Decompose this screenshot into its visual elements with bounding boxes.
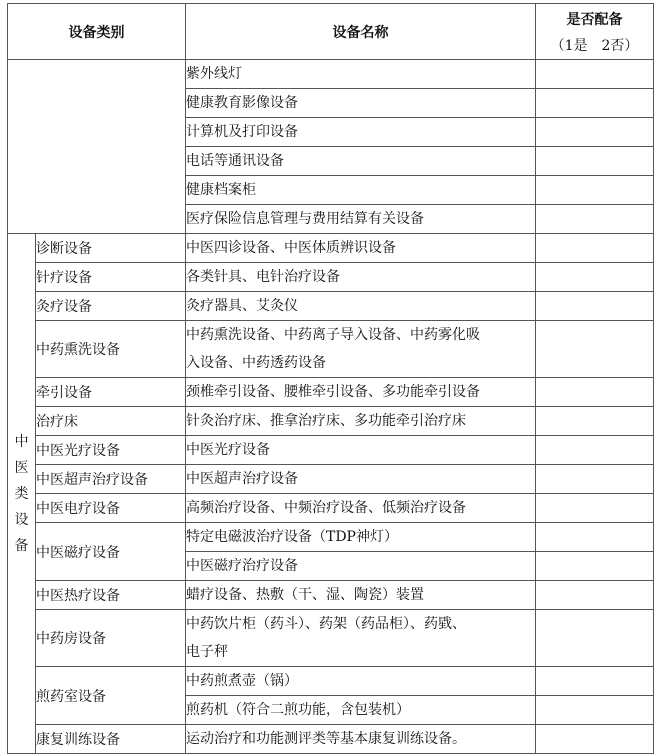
tcm-category-cell — [8, 234, 36, 754]
availability-cell[interactable] — [536, 523, 654, 552]
availability-cell[interactable] — [536, 552, 654, 581]
table-row — [8, 494, 654, 523]
table-row — [8, 523, 654, 552]
subcategory-electro: 中医电疗设备 — [36, 494, 186, 523]
equipment-name: 中医磁疗治疗设备 — [186, 552, 536, 581]
subcategory-light: 中医光疗设备 — [36, 436, 186, 465]
equipment-name: 计算机及打印设备 — [186, 118, 536, 147]
tcm-category-char: 医 — [14, 459, 29, 476]
equipment-name: 中医四诊设备、中医体质辨识设备 — [186, 234, 536, 263]
equipment-name-line: 中药熏洗设备、中药离子导入设备、中药雾化吸 — [186, 327, 480, 343]
equipment-table — [7, 3, 654, 754]
availability-cell[interactable] — [536, 407, 654, 436]
equipment-name: 特定电磁波治疗设备（TDP神灯） — [186, 523, 536, 552]
table-row — [8, 60, 654, 89]
equipment-name: 健康教育影像设备 — [186, 89, 536, 118]
availability-cell[interactable] — [536, 436, 654, 465]
tcm-category-char: 设 — [14, 511, 29, 528]
availability-cell[interactable] — [536, 234, 654, 263]
equipment-name-line: 中药饮片柜（药斗）、药架（药品柜）、药戥、 — [186, 616, 466, 632]
subcategory-acupuncture: 针疗设备 — [36, 263, 186, 292]
availability-cell[interactable] — [536, 205, 654, 234]
availability-cell[interactable] — [536, 176, 654, 205]
availability-cell[interactable] — [536, 89, 654, 118]
subcategory-decoction: 煎药室设备 — [36, 667, 186, 725]
availability-cell[interactable] — [536, 581, 654, 610]
table-row — [8, 725, 654, 754]
equipment-name-line: 电子秤 — [186, 644, 228, 660]
table-row — [8, 610, 654, 667]
tcm-category-char: 备 — [14, 537, 29, 554]
availability-cell[interactable] — [536, 118, 654, 147]
subcategory-rehab: 康复训练设备 — [36, 725, 186, 754]
tcm-category-char: 中 — [14, 433, 29, 450]
header-name: 设备名称 — [186, 4, 536, 60]
table-row — [8, 667, 654, 696]
availability-cell[interactable] — [536, 321, 654, 378]
table-row — [8, 378, 654, 407]
header-availability — [536, 4, 654, 60]
subcategory-fumigation: 中药熏洗设备 — [36, 321, 186, 378]
availability-cell[interactable] — [536, 147, 654, 176]
equipment-name: 中医光疗设备 — [186, 436, 536, 465]
header-availability-line1: 是否配备 — [566, 11, 623, 28]
general-category-cell — [8, 60, 186, 234]
equipment-name: 煎药机（符合二煎功能，含包装机） — [186, 696, 536, 725]
availability-cell[interactable] — [536, 725, 654, 754]
equipment-name: 灸疗器具、艾灸仪 — [186, 292, 536, 321]
equipment-name: 颈椎牵引设备、腰椎牵引设备、多功能牵引设备 — [186, 378, 536, 407]
equipment-name: 电话等通讯设备 — [186, 147, 536, 176]
availability-cell[interactable] — [536, 667, 654, 696]
header-availability-line2: （1是 2否） — [550, 37, 639, 54]
equipment-name: 医疗保险信息管理与费用结算有关设备 — [186, 205, 536, 234]
table-row — [8, 263, 654, 292]
availability-cell[interactable] — [536, 610, 654, 667]
subcategory-diagnosis: 诊断设备 — [36, 234, 186, 263]
equipment-name: 紫外线灯 — [186, 60, 536, 89]
equipment-name — [186, 610, 536, 667]
subcategory-pharmacy: 中药房设备 — [36, 610, 186, 667]
table-row — [8, 407, 654, 436]
table-row — [8, 581, 654, 610]
equipment-name — [186, 321, 536, 378]
equipment-name: 中药煎煮壶（锅） — [186, 667, 536, 696]
subcategory-thermal: 中医热疗设备 — [36, 581, 186, 610]
table-row — [8, 321, 654, 378]
equipment-name: 针灸治疗床、推拿治疗床、多功能牵引治疗床 — [186, 407, 536, 436]
table-row — [8, 465, 654, 494]
table-row — [8, 292, 654, 321]
table-row — [8, 436, 654, 465]
availability-cell[interactable] — [536, 263, 654, 292]
availability-cell[interactable] — [536, 465, 654, 494]
availability-cell[interactable] — [536, 494, 654, 523]
equipment-name: 蜡疗设备、热敷（干、湿、陶瓷）装置 — [186, 581, 536, 610]
table-row — [8, 234, 654, 263]
availability-cell[interactable] — [536, 292, 654, 321]
equipment-name-line: 入设备、中药透药设备 — [186, 355, 326, 371]
header-category: 设备类别 — [8, 4, 186, 60]
subcategory-bed: 治疗床 — [36, 407, 186, 436]
subcategory-magnetic: 中医磁疗设备 — [36, 523, 186, 581]
availability-cell[interactable] — [536, 60, 654, 89]
equipment-name: 中医超声治疗设备 — [186, 465, 536, 494]
equipment-name: 健康档案柜 — [186, 176, 536, 205]
subcategory-traction: 牵引设备 — [36, 378, 186, 407]
tcm-category-char: 类 — [14, 485, 29, 502]
equipment-name: 运动治疗和功能测评类等基本康复训练设备。 — [186, 725, 536, 754]
equipment-name: 高频治疗设备、中频治疗设备、低频治疗设备 — [186, 494, 536, 523]
availability-cell[interactable] — [536, 696, 654, 725]
subcategory-ultrasound: 中医超声治疗设备 — [36, 465, 186, 494]
table-header-row — [8, 4, 654, 60]
subcategory-moxibustion: 灸疗设备 — [36, 292, 186, 321]
equipment-name: 各类针具、电针治疗设备 — [186, 263, 536, 292]
availability-cell[interactable] — [536, 378, 654, 407]
